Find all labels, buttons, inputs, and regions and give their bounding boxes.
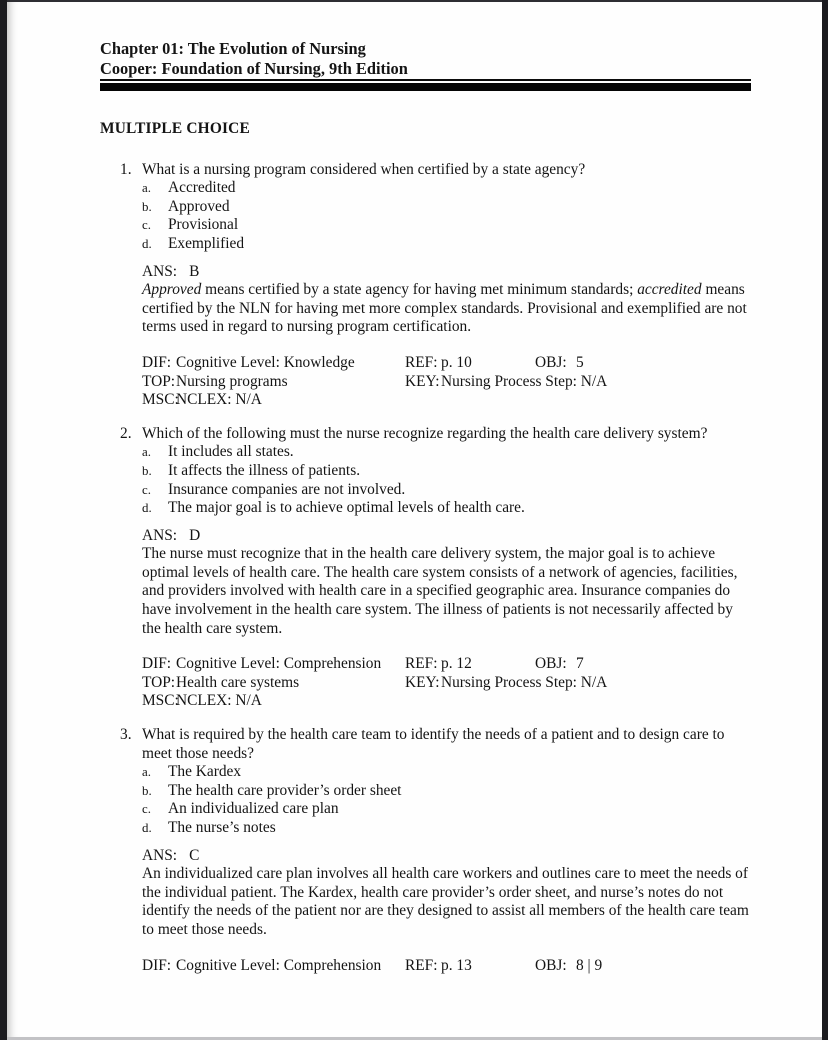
meta-row	[142, 391, 751, 410]
meta-label: OBJ:	[535, 353, 567, 371]
meta-block	[142, 957, 751, 976]
meta-value: NCLEX: N/A	[176, 391, 262, 409]
answer-label: ANS:	[142, 846, 178, 864]
book-title: Cooper: Foundation of Nursing, 9th Edition	[100, 58, 408, 78]
option-text: Approved	[168, 197, 230, 215]
section-heading: MULTIPLE CHOICE	[100, 120, 250, 137]
viewer-top-edge	[0, 0, 828, 2]
document-page	[7, 2, 822, 1037]
option-letter: a.	[142, 181, 151, 196]
chapter-title: Chapter 01: The Evolution of Nursing	[100, 39, 366, 58]
question-block	[100, 425, 751, 711]
question-stem-row	[100, 726, 751, 763]
answer-value: D	[189, 526, 201, 544]
meta-label: DIF:	[142, 353, 172, 371]
meta-label: REF:	[405, 655, 438, 673]
rationale-italic-run: accredited	[637, 281, 702, 299]
option-row	[142, 481, 751, 500]
question-stem-row	[100, 425, 751, 444]
option-row	[142, 782, 751, 801]
meta-row	[142, 373, 751, 392]
rationale-text	[142, 545, 751, 638]
option-row	[142, 198, 751, 217]
answer-block	[142, 847, 751, 940]
meta-value: p. 10	[441, 353, 472, 371]
answer-label: ANS:	[142, 526, 178, 544]
rationale-run: means certified by the NLN for having met more complex standards. Provisional and exemplified are not terms used in regard to nursing program certification.	[142, 281, 747, 336]
question-stem-row	[100, 161, 751, 180]
question-block	[100, 726, 751, 975]
meta-label: REF:	[405, 956, 438, 974]
meta-block	[142, 655, 751, 711]
option-text: It includes all states.	[168, 443, 294, 461]
meta-value: 7	[576, 655, 584, 673]
rationale-italic-run: Approved	[142, 281, 202, 299]
meta-value: Nursing Process Step: N/A	[441, 372, 608, 390]
meta-value: Cognitive Level: Comprehension	[176, 655, 382, 673]
meta-value: 5	[576, 353, 584, 371]
option-text: It affects the illness of patients.	[168, 461, 361, 479]
meta-row	[142, 674, 751, 693]
chapter-header	[100, 39, 751, 91]
option-letter: a.	[142, 765, 151, 780]
meta-value: Health care systems	[176, 673, 300, 691]
meta-label: DIF:	[142, 956, 172, 974]
answer-line	[142, 527, 751, 546]
option-letter: c.	[142, 802, 151, 817]
meta-value: p. 12	[441, 655, 472, 673]
meta-block	[142, 354, 751, 410]
option-letter: c.	[142, 218, 151, 233]
answer-block	[142, 527, 751, 639]
option-row	[142, 462, 751, 481]
option-letter: c.	[142, 482, 151, 497]
option-text: The Kardex	[168, 763, 242, 781]
meta-value: 8 | 9	[576, 956, 603, 974]
meta-row	[142, 692, 751, 711]
question-stem: What is required by the health care team to identify the needs of a patient and to design care to meet those needs?	[142, 726, 725, 762]
question-stem: Which of the following must the nurse recognize regarding the health care delivery system?	[142, 424, 708, 442]
option-letter: d.	[142, 236, 152, 251]
answer-block	[142, 263, 751, 337]
meta-label: REF:	[405, 353, 438, 371]
meta-row	[142, 957, 751, 976]
option-letter: b.	[142, 783, 152, 798]
meta-label: KEY:	[405, 372, 440, 390]
meta-row	[142, 655, 751, 674]
option-text: The nurse’s notes	[168, 819, 276, 836]
book-title-underline	[100, 59, 751, 82]
option-text: Exemplified	[168, 234, 245, 252]
viewer-left-edge	[0, 0, 7, 1040]
option-letter: b.	[142, 199, 152, 214]
option-text: The major goal is to achieve optimal levels of health care.	[168, 499, 525, 517]
meta-value: Nursing programs	[176, 372, 288, 390]
answer-line	[142, 847, 751, 866]
option-text: An individualized care plan	[168, 800, 339, 818]
meta-value: Nursing Process Step: N/A	[441, 673, 608, 691]
question-number: 3.	[120, 726, 132, 744]
meta-value: NCLEX: N/A	[176, 692, 262, 710]
option-text: Provisional	[168, 216, 239, 234]
question-list	[100, 161, 751, 976]
option-row	[142, 763, 751, 782]
option-row	[142, 443, 751, 462]
question-number: 1.	[120, 160, 132, 178]
option-row	[142, 819, 751, 838]
meta-label: MSC:	[142, 391, 179, 409]
option-row	[142, 179, 751, 198]
rationale-run: An individualized care plan involves all health care workers and outlines care to meet the needs of the individual patient. The Kardex, health care provider’s order sheet, and nurse’s notes do not identify the needs of the patient nor are they designed to assist all members of the health care team to meet those needs.	[142, 865, 749, 938]
meta-label: TOP:	[142, 372, 176, 390]
rationale-text	[142, 281, 751, 337]
option-row	[142, 800, 751, 819]
meta-label: OBJ:	[535, 956, 567, 974]
header-rule	[100, 83, 751, 91]
option-text: Accredited	[168, 179, 236, 197]
meta-value: Cognitive Level: Comprehension	[176, 956, 382, 974]
option-row	[142, 499, 751, 518]
option-row	[142, 216, 751, 235]
meta-label: OBJ:	[535, 655, 567, 673]
meta-value: p. 13	[441, 956, 472, 974]
option-text: Insurance companies are not involved.	[168, 480, 406, 498]
option-text: The health care provider’s order sheet	[168, 781, 402, 799]
page-content	[7, 2, 822, 975]
answer-value: B	[189, 262, 200, 280]
answer-value: C	[189, 846, 200, 864]
meta-value: Cognitive Level: Knowledge	[176, 353, 355, 371]
option-letter: a.	[142, 445, 151, 460]
meta-row	[142, 354, 751, 373]
rationale-text	[142, 865, 751, 939]
meta-label: TOP:	[142, 673, 176, 691]
question-block	[100, 161, 751, 410]
option-row	[142, 235, 751, 254]
rationale-run: The nurse must recognize that in the health care delivery system, the major goal is to achieve optimal levels of health care. The health care system consists of a network of agencies, facilities, and providers involved with health care in a specified geographic area. Insurance companies do have involvement in the health care system. The illness of patients is not necessarily affected by the health care system.	[142, 545, 738, 637]
answer-label: ANS:	[142, 262, 178, 280]
meta-label: KEY:	[405, 673, 440, 691]
option-letter: b.	[142, 463, 152, 478]
question-number: 2.	[120, 424, 132, 442]
option-letter: d.	[142, 821, 152, 835]
meta-label: MSC:	[142, 692, 179, 710]
question-stem: What is a nursing program considered when certified by a state agency?	[142, 160, 586, 178]
option-letter: d.	[142, 501, 152, 516]
rationale-run: means certified by a state agency for having met minimum standards;	[201, 281, 638, 299]
answer-line	[142, 263, 751, 282]
viewer-right-edge	[822, 0, 828, 1040]
meta-label: DIF:	[142, 655, 172, 673]
